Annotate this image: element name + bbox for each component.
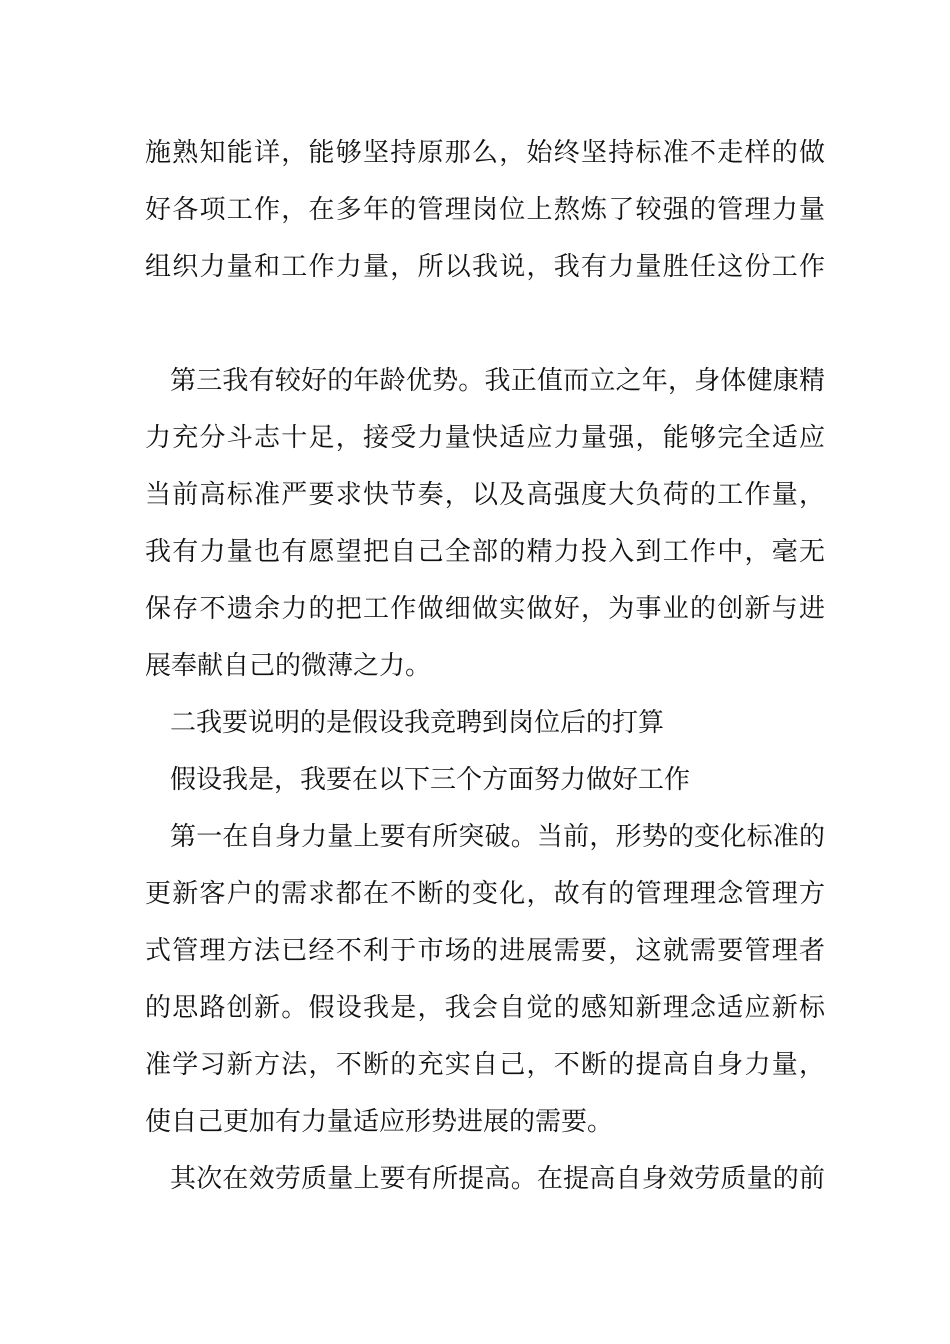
text-line: 更新客户的需求都在不断的变化，故有的管理理念管理方 bbox=[145, 879, 825, 909]
text-line: 的思路创新。假设我是，我会自觉的感知新理念适应新标 bbox=[145, 993, 825, 1023]
text-line: 使自己更加有力量适应形势进展的需要。 bbox=[145, 1107, 614, 1137]
text-line: 其次在效劳质量上要有所提高。在提高自身效劳质量的前 bbox=[170, 1164, 825, 1194]
text-line: 保存不遗余力的把工作做细做实做好，为事业的创新与进 bbox=[145, 594, 825, 624]
text-line: 第三我有较好的年龄优势。我正值而立之年，身体健康精 bbox=[170, 366, 825, 396]
text-line: 组织力量和工作力量，所以我说，我有力量胜任这份工作 bbox=[145, 252, 825, 282]
text-line: 式管理方法已经不利于市场的进展需要，这就需要管理者 bbox=[145, 936, 825, 966]
text-line: 力充分斗志十足，接受力量快适应力量强，能够完全适应 bbox=[145, 423, 825, 453]
text-line: 展奉献自己的微薄之力。 bbox=[145, 651, 432, 681]
text-line: 好各项工作，在多年的管理岗位上熬炼了较强的管理力量 bbox=[145, 195, 825, 225]
text-line: 当前高标准严要求快节奏，以及高强度大负荷的工作量， bbox=[145, 480, 825, 510]
text-line: 准学习新方法，不断的充实自己，不断的提高自身力量， bbox=[145, 1050, 825, 1080]
text-line: 第一在自身力量上要有所突破。当前，形势的变化标准的 bbox=[170, 822, 825, 852]
text-line: 我有力量也有愿望把自己全部的精力投入到工作中，毫无 bbox=[145, 537, 825, 567]
section-heading: 二我要说明的是假设我竞聘到岗位后的打算 bbox=[170, 708, 665, 738]
text-line: 施熟知能详，能够坚持原那么，始终坚持标准不走样的做 bbox=[145, 138, 825, 168]
text-line: 假设我是，我要在以下三个方面努力做好工作 bbox=[170, 765, 691, 795]
